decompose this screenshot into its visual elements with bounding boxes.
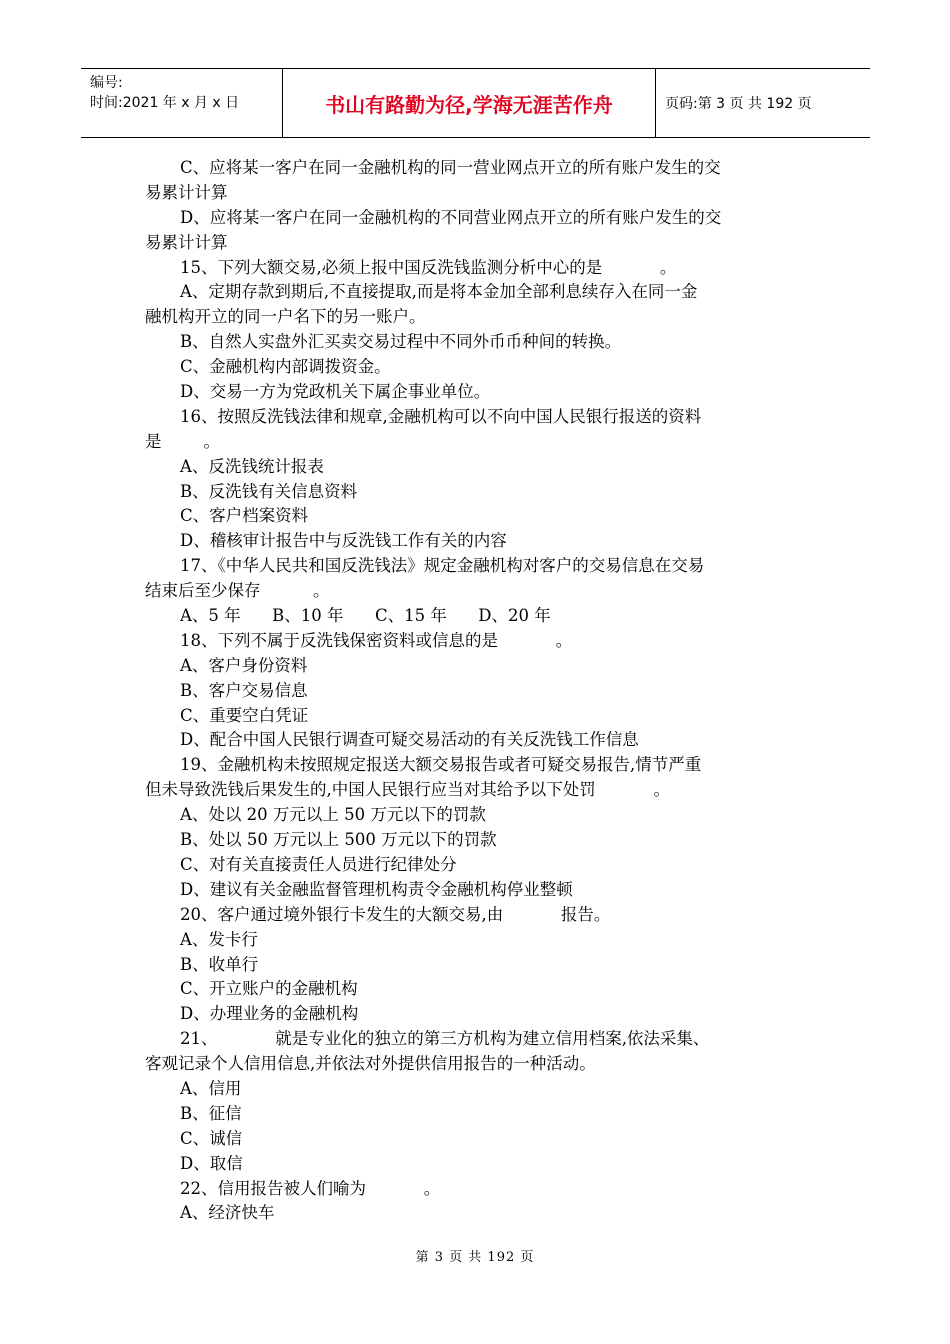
text-line: 22、信用报告被人们喻为 。 [180, 1178, 441, 1198]
page-header [81, 68, 870, 138]
text-line: D、稽核审计报告中与反洗钱工作有关的内容 [180, 531, 507, 551]
text-line: 易累计计算 [145, 182, 228, 202]
page-footer: 第 3 页 共 192 页 [415, 1250, 535, 1265]
text-line: B、反洗钱有关信息资料 [180, 481, 358, 501]
text-line: B、客户交易信息 [180, 680, 308, 700]
text-line: 是 。 [145, 431, 220, 451]
text-line: A、处以 20 万元以上 50 万元以下的罚款 [180, 805, 486, 825]
text-line: A、发卡行 [180, 929, 258, 949]
text-line: 19、金融机构未按照规定报送大额交易报告或者可疑交易报告,情节严重 [180, 755, 702, 775]
text-line: D、配合中国人民银行调查可疑交易活动的有关反洗钱工作信息 [180, 730, 639, 750]
text-line: 20、客户通过境外银行卡发生的大额交易,由 报告。 [180, 904, 611, 924]
text-line: A、客户身份资料 [180, 655, 308, 675]
text-line: A、定期存款到期后,不直接提取,而是将本金加全部利息续存入在同一金 [180, 282, 698, 302]
text-line: C、应将某一客户在同一金融机构的同一营业网点开立的所有账户发生的交 [180, 158, 721, 177]
text-line: 客观记录个人信用信息,并依法对外提供信用报告的一种活动。 [145, 1054, 596, 1074]
header-page-label: 页码:第 3 页 共 192 页 [665, 96, 812, 112]
text-line: A、5 年 B、10 年 C、15 年 D、20 年 [180, 606, 551, 626]
text-line: 结束后至少保存 。 [145, 581, 330, 601]
text-line: 21、 就是专业化的独立的第三方机构为建立信用档案,依法采集、 [180, 1029, 710, 1049]
text-line: 融机构开立的同一户名下的另一账户。 [145, 307, 426, 327]
text-line: B、收单行 [180, 954, 259, 974]
text-line: 易累计计算 [145, 232, 228, 252]
text-line: 但未导致洗钱后果发生的,中国人民银行应当对其给予以下处罚 。 [145, 780, 670, 800]
text-line: B、自然人实盘外汇买卖交易过程中不同外币币种间的转换。 [180, 332, 622, 352]
text-line: A、反洗钱统计报表 [180, 456, 324, 476]
text-line: D、交易一方为党政机关下属企事业单位。 [180, 382, 491, 402]
header-info-cell [81, 69, 283, 137]
text-line: C、客户档案资料 [180, 506, 309, 526]
text-line: D、取信 [180, 1153, 243, 1173]
text-line: C、重要空白凭证 [180, 705, 309, 725]
text-line: 17、《中华人民共和国反洗钱法》规定金融机构对客户的交易信息在交易 [180, 556, 705, 576]
text-line: C、对有关直接责任人员进行纪律处分 [180, 854, 457, 874]
text-line: A、经济快车 [180, 1203, 275, 1223]
text-line: D、办理业务的金融机构 [180, 1004, 359, 1024]
text-line: 16、按照反洗钱法律和规章,金融机构可以不向中国人民银行报送的资料 [180, 406, 702, 426]
text-line: C、诚信 [180, 1128, 243, 1148]
text-line: C、开立账户的金融机构 [180, 979, 358, 999]
text-line: D、建议有关金融监督管理机构责令金融机构停业整顿 [180, 879, 573, 899]
text-line: A、信用 [180, 1078, 242, 1098]
document-body [145, 156, 810, 1226]
header-number-label: 编号: [90, 75, 123, 91]
text-line: 18、下列不属于反洗钱保密资料或信息的是 。 [180, 630, 573, 650]
header-time-label: 时间:2021 年 x 月 x 日 [90, 95, 240, 111]
text-line: B、处以 50 万元以上 500 万元以下的罚款 [180, 830, 497, 850]
text-line: B、征信 [180, 1103, 242, 1123]
text-line: D、应将某一客户在同一金融机构的不同营业网点开立的所有账户发生的交 [180, 207, 722, 227]
header-motto: 书山有路勤为径,学海无涯苦作舟 [283, 69, 656, 137]
text-line: C、金融机构内部调拨资金。 [180, 357, 391, 377]
text-line: 15、下列大额交易,必须上报中国反洗钱监测分析中心的是 。 [180, 257, 677, 277]
